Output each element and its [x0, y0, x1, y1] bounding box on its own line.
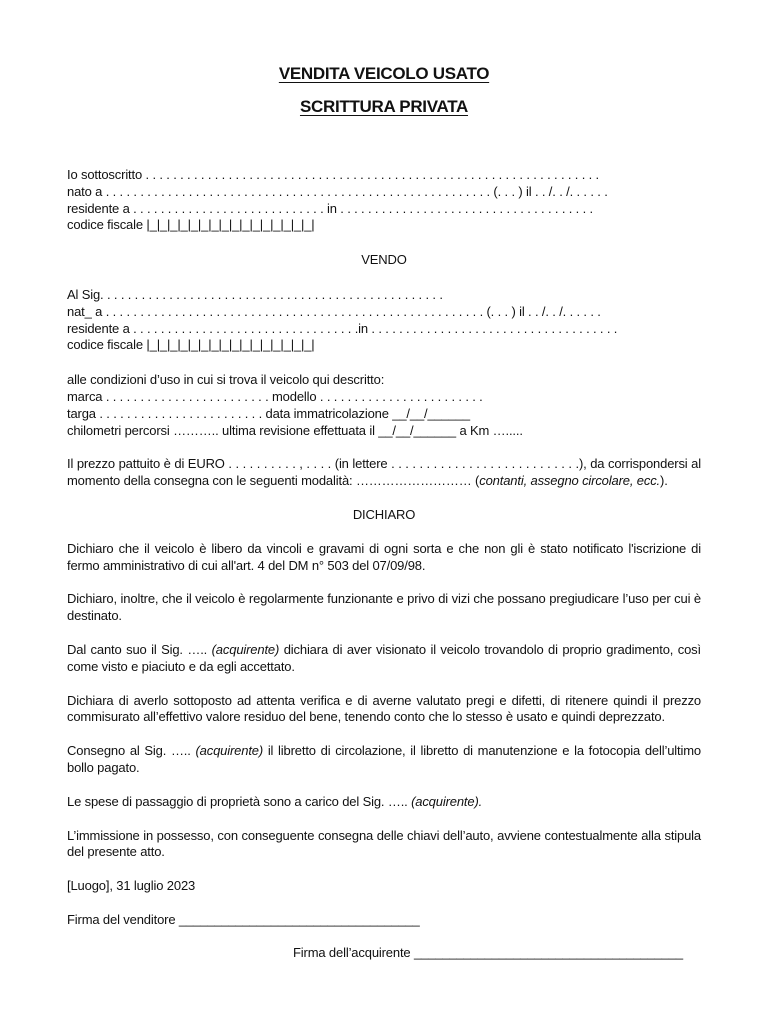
buyer-role-label: (acquirente) [195, 743, 264, 759]
paragraph-price-assessment: Dichiara di averlo sottoposto ad attenta verifica e di averne valutato pregi e difetti, di ritenere quindi il prezzo commisurato all’effettivo valore residuo del bene, tenendo conto che lo stesso è usato e quindi deprezzato. [67, 692, 701, 725]
place-date: [Luogo], 31 luglio 2023 [67, 878, 196, 894]
paragraph-text: il libretto di circolazione, il libretto di manutenzione e la fotocopia dell’ultimo bollo pagato. [67, 743, 701, 775]
paragraph-documents-delivery [67, 743, 701, 777]
document-title: VENDITA VEICOLO USATO [278, 64, 490, 83]
buyer-residence-line: residente a . . . . . . . . . . . . . . . . . . . . . . . . . . . . . . . . .in . . . . . . . . . . . . . . . . . . . . . . . . . . . . . . . . . . . . [67, 320, 618, 336]
paragraph-working-condition: Dichiaro, inoltre, che il veicolo è regolarmente funzionante e privo di vizi che possano pregiudicare l’uso per cui è destinato. [67, 591, 701, 624]
buyer-signature-line: Firma dell’acquirente ______________________________________ [293, 944, 684, 960]
declare-heading: DICHIARO [352, 506, 416, 522]
seller-name-line: Io sottoscritto . . . . . . . . . . . . . . . . . . . . . . . . . . . . . . . . . . . . . . . . . . . . . . . . . . . . . . . . . . . . . . . . . . [67, 167, 600, 182]
vehicle-section [67, 372, 701, 439]
seller-section [67, 167, 701, 234]
paragraph-no-liens: Dichiaro che il veicolo è libero da vincoli e gravami di ogni sorta e che non gli è stato notificato l'iscrizione di fermo amministrativo di cui all'art. 4 del DM n° 503 del 07/09/98. [67, 540, 701, 573]
paragraph-text: dichiara di aver visionato il veicolo trovandolo di proprio gradimento, così come visto e piaciuto e da egli accettato. [67, 641, 701, 674]
price-text: Il prezzo pattuito è di EURO . . . . . . . . . . , . . . . (in lettere . . . . . . . . . . . . . . . . . . . . . . . . . . .), da corrispondersi al momento della consegna con le seguenti modalità: ……………………… ( [67, 456, 701, 489]
paragraph-transfer-costs [67, 794, 701, 811]
document-body [67, 167, 701, 962]
paragraph-text: Dal canto suo il Sig. ….. [67, 641, 212, 657]
buyer-role-label: (acquirente). [411, 793, 483, 809]
seller-birth-line: nato a . . . . . . . . . . . . . . . . . . . . . . . . . . . . . . . . . . . . . . . . . . . . . . . . . . . . . . . . (. . . ) il . . /. . /. . . . . . [67, 183, 608, 199]
paragraph-buyer-inspection [67, 642, 701, 676]
seller-residence-line: residente a . . . . . . . . . . . . . . . . . . . . . . . . . . . . in . . . . . . . . . . . . . . . . . . . . . . . . . . . . . . . . . . . . . [67, 200, 593, 216]
paragraph-text: Le spese di passaggio di proprietà sono a carico del Sig. ….. [67, 793, 412, 809]
buyer-section [67, 287, 701, 354]
paragraph-text: Consegno al Sig. ….. [67, 743, 196, 759]
buyer-role-label: (acquirente) [211, 641, 280, 657]
vehicle-make-model-line: marca . . . . . . . . . . . . . . . . . . . . . . . . modello . . . . . . . . . . . . . . . . . . . . . . . . [67, 388, 483, 404]
document-subtitle: SCRITTURA PRIVATA [299, 97, 469, 116]
buyer-birth-line: nat_ a . . . . . . . . . . . . . . . . . . . . . . . . . . . . . . . . . . . . . . . . . . . . . . . . . . . . . . . (. . . ) il . . /. . /. . . . . . [67, 303, 601, 319]
price-payment-methods: contanti, assegno circolare, ecc. [479, 473, 661, 489]
buyer-name-line: Al Sig. . . . . . . . . . . . . . . . . . . . . . . . . . . . . . . . . . . . . . . . . . . . . . . . . . [67, 286, 443, 302]
vehicle-km-line: chilometri percorsi ……….. ultima revisione effettuata il __/__/______ a Km …..... [67, 422, 523, 438]
price-paragraph [67, 456, 701, 490]
buyer-tax-code-line: codice fiscale |_|_|_|_|_|_|_|_|_|_|_|_|_|_|_|_| [67, 337, 315, 353]
paragraph-possession: L’immissione in possesso, con conseguente consegna delle chiavi dell’auto, avviene contestualmente alla stipula del presente atto. [67, 827, 701, 860]
vehicle-plate-line: targa . . . . . . . . . . . . . . . . . . . . . . . . data immatricolazione __/__/______ [67, 405, 470, 421]
seller-tax-code-line: codice fiscale |_|_|_|_|_|_|_|_|_|_|_|_|_|_|_|_| [67, 217, 315, 233]
price-close: ). [660, 473, 668, 489]
sell-heading: VENDO [361, 252, 407, 268]
vehicle-intro: alle condizioni d’uso in cui si trova il veicolo qui descritto: [67, 372, 385, 388]
seller-signature-line: Firma del venditore __________________________________ [67, 911, 420, 927]
